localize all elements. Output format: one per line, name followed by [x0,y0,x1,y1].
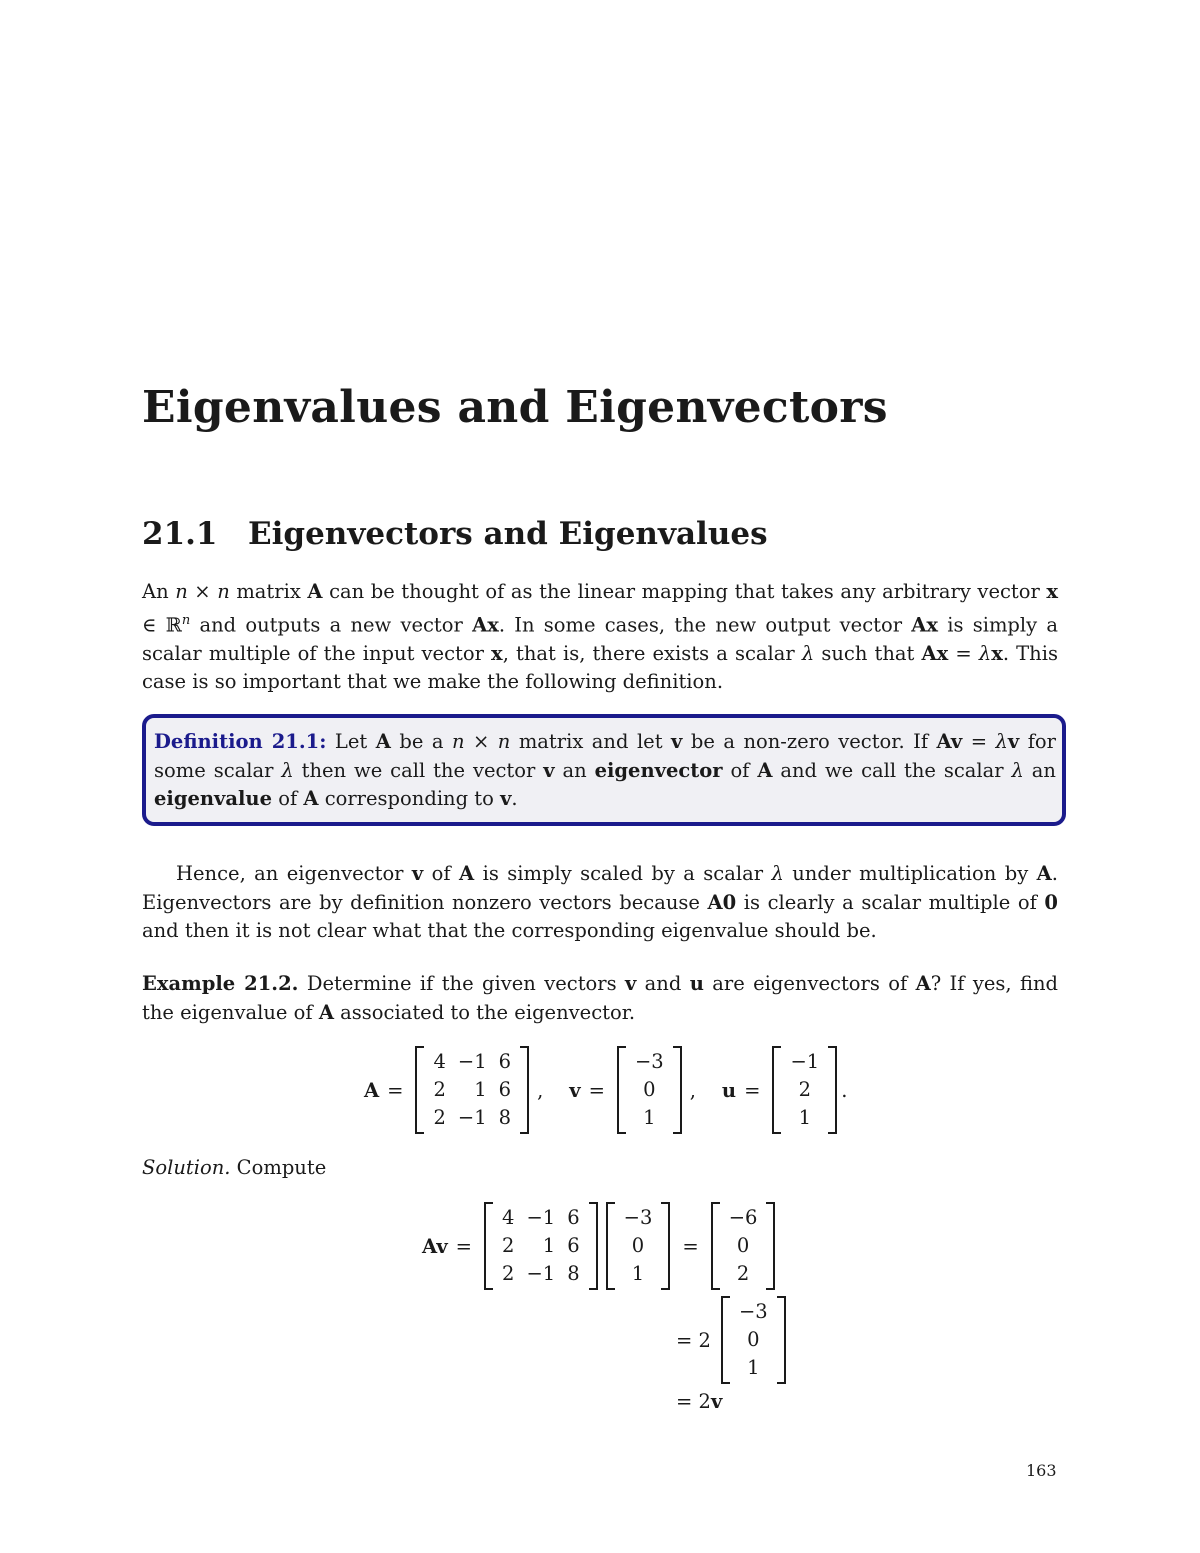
computation-vector-v: −3 0 1 [606,1202,671,1290]
example-label: Example 21.2. [142,972,299,995]
example-paragraph: Example 21.2. Determine if the given vectors v and u are eigenvectors of A? If yes, find the eigenvalue of A associated to the eigenvector. [142,972,1058,1024]
computation-line-2: = 2 −3 0 1 [676,1296,790,1384]
chapter-title: Eigenvalues and Eigenvectors [142,382,888,433]
computation-line-1: Av = 4 −1 6 2 1 6 2 −1 8 −3 0 1 = −6 0 2 [422,1202,779,1290]
computation-line-3: = 2 v [676,1390,723,1413]
definition-label: Definition 21.1: [154,730,327,753]
section-heading [142,516,768,552]
computation-matrix-a: 4 −1 6 2 1 6 2 −1 8 [484,1202,598,1290]
given-matrices: A = 4 −1 6 2 1 6 2 −1 8 , v = −3 0 1 , u = −1 2 1 . [364,1046,847,1134]
intro-paragraph: An n × n matrix A can be thought of as the linear mapping that takes any arbitrary vector x ∈ ℝ$^n$ and outputs a new vector Ax. In some cases, the new output vector Ax is simply a scalar multiple of the input vector x, that is, there exists a scalar λ such that Ax = λx. This case is so important that we make the following definition. [142,580,1059,693]
definition-box: Definition 21.1: Let A be a n × n matrix and let v be a non-zero vector. If Av = λv for some scalar λ then we call the vector v an eigenvector of A and we call the scalar λ an eigenvalue of A corresponding to v. [142,714,1066,826]
vector-v-symbol: v [569,1078,581,1102]
vector-v: −3 0 1 [617,1046,682,1134]
page-number: 163 [1026,1461,1057,1480]
matrix-a-symbol: A [364,1078,380,1102]
section-number: 21.1 [142,516,218,552]
vector-u: −1 2 1 [772,1046,837,1134]
solution-label: Solution. [142,1156,231,1179]
solution-paragraph: Solution. Compute [142,1156,327,1179]
vector-u-symbol: u [721,1078,737,1102]
av-symbol: Av [422,1234,448,1258]
computation-result-vector: −6 0 2 [711,1202,776,1290]
matrix-a: 4 −1 6 2 1 6 2 −1 8 [415,1046,529,1134]
hence-paragraph: Hence, an eigenvector v of A is simply scaled by a scalar λ under multiplication by A. Eigenvectors are by definition nonzero vectors because A0 is clearly a scalar multiple of 0 and then it is not clear what that the corresponding eigenvalue should be. [142,862,1058,942]
computation-scaled-vector: −3 0 1 [721,1296,786,1384]
section-title: Eigenvectors and Eigenvalues [248,516,768,552]
